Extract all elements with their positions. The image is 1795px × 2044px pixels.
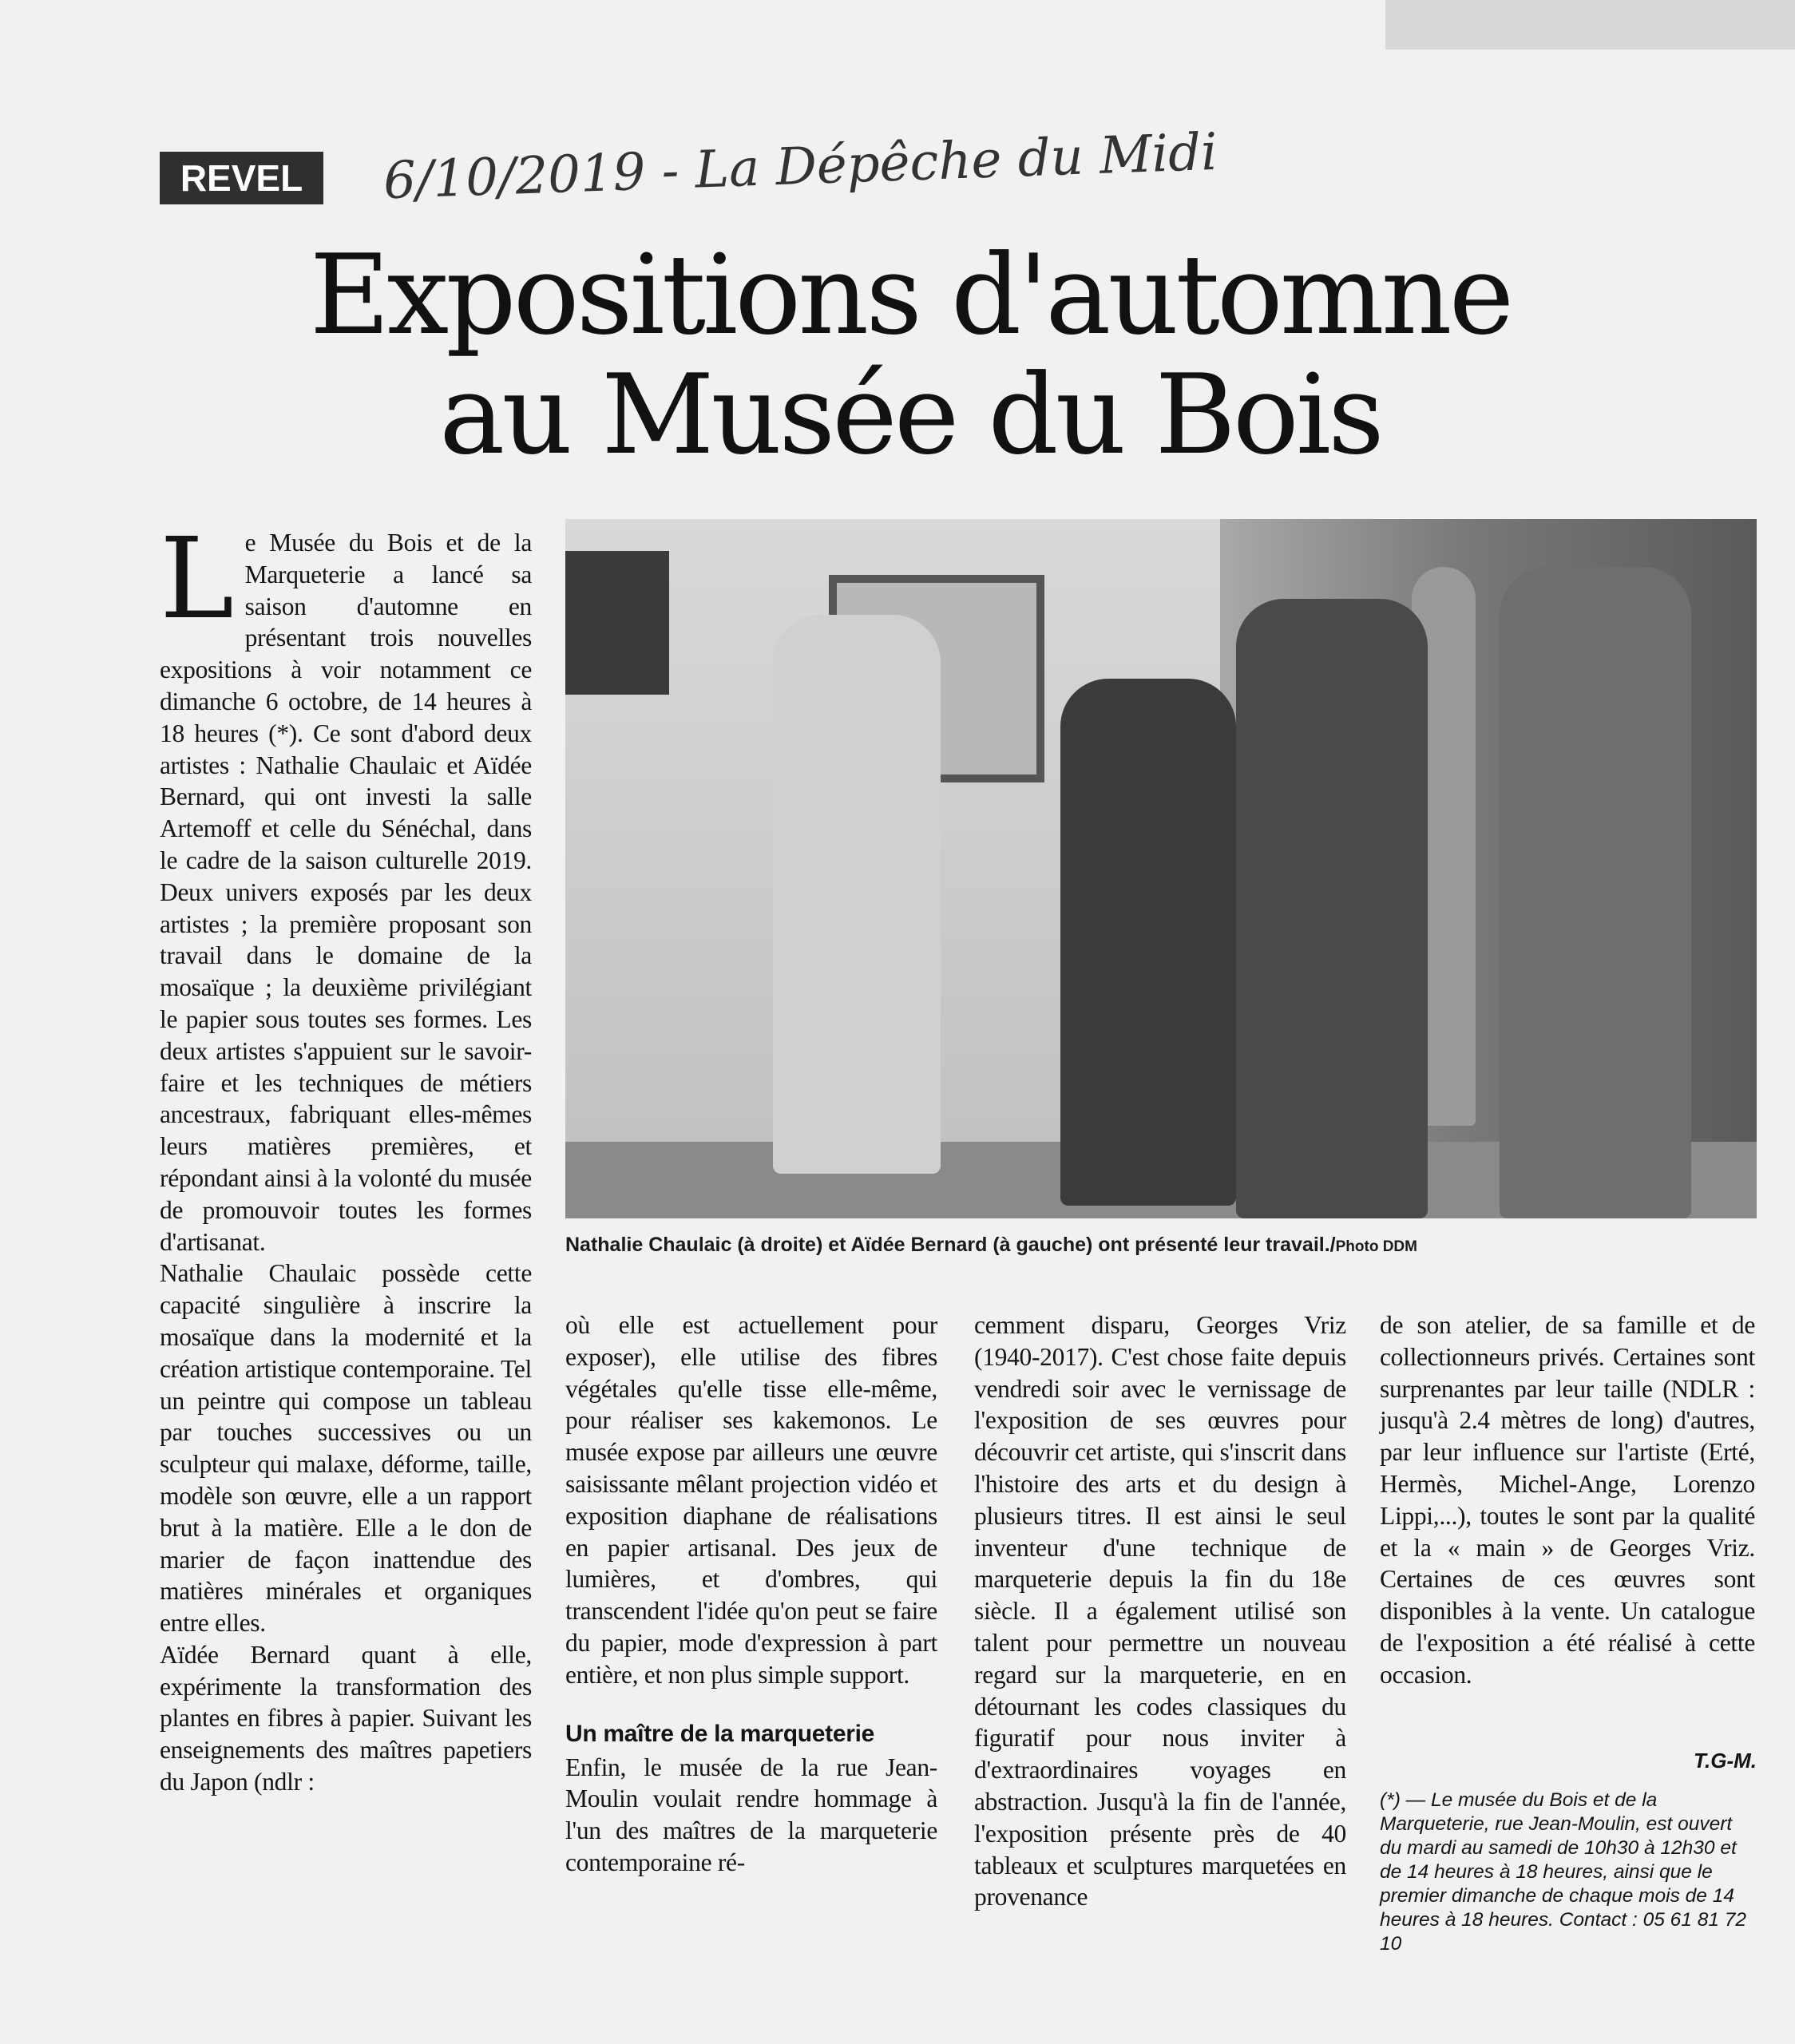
photo-person-man-glasses xyxy=(1236,599,1428,1218)
section-rubric: REVEL xyxy=(160,152,323,204)
col2-paragraph-2: Enfin, le musée de la rue Jean-Moulin voulait rendre hommage à l'un des maîtres de la marqueterie contemporaine ré- xyxy=(565,1753,937,1876)
col1-paragraph-1: e Musée du Bois et de la Marqueterie a lancé sa saison d'automne en présentant trois nouvelles expositions à voir notamment ce dimanche 6 octobre, de 14 heures à 18 heures (*). Ce sont d'abord deux artistes : Nathalie Chaulaic et Aïdée Bernard, qui ont investi la salle Artemoff et celle du Sénéchal, dans le cadre de la saison culturelle 2019. Deux univers exposés par les deux artistes ; la première proposant son travail dans le domaine de la mosaïque ; la deuxième privilégiant le papier sous toutes ses formes. Les deux artistes s'appuient sur le savoir-faire et les techniques de métiers ancestraux, fabriquant elles-mêmes leurs matières premières, et répondant ainsi à la volonté du musée de promouvoir toutes les formes d'artisanat. xyxy=(160,529,532,1256)
col1-paragraph-3: Aïdée Bernard quant à elle, expérimente la transformation des plantes en fibres à papier. Suivant les enseignements des maîtres papetiers du Japon (ndlr : xyxy=(160,1640,532,1796)
headline xyxy=(160,231,1661,479)
article-column-1 xyxy=(160,514,532,1798)
headline-line-1: Expositions d'automne xyxy=(309,231,1512,359)
drop-cap: L xyxy=(160,514,234,644)
headline-line-2: au Musée du Bois xyxy=(439,351,1381,479)
col2-paragraph-1: où elle est actuellement pour exposer), elle utilise des fibres végétales qu'elle tisse elle-même, pour réaliser ses kakemonos. Le musée expose par ailleurs une œuvre saisissante mêlant projection vidéo et exposition diaphane de réalisations en papier artisanal. Des jeux de lumières, et d'ombres, qui transcendent l'idée qu'on peut se faire du papier, mode d'expression à part entière, et non plus simple support. xyxy=(565,1311,937,1689)
photo-caption-text: Nathalie Chaulaic (à droite) et Aïdée Bernard (à gauche) ont présenté leur travail./ xyxy=(565,1234,1336,1256)
col3-paragraph-1: cemment disparu, Georges Vriz (1940-2017). C'est chose faite depuis vendredi soir avec le vernissage de l'exposition de ses œuvres pour découvrir cet artiste, qui s'inscrit dans l'histoire des arts et du design à plusieurs titres. Il est ainsi le seul inventeur d'une technique de marqueterie depuis la fin du 18e siècle. Il a également utilisé son talent pour permettre un nouveau regard sur la marqueterie, en en détournant les codes classiques du figuratif pour nous inviter à d'extraordinaires voyages en abstraction. Jusqu'à la fin de l'année, l'exposition présente près de 40 tableaux et sculptures marquetées en provenance xyxy=(974,1311,1346,1911)
handwritten-date-note: 6/10/2019 - La Dépêche du Midi xyxy=(382,122,1218,212)
author-signature: T.G-M. xyxy=(1694,1749,1757,1773)
article-photo xyxy=(565,519,1757,1218)
article-column-2 xyxy=(565,1309,937,1879)
photo-person-elderly-man xyxy=(1060,679,1236,1206)
practical-info-note: (*) — Le musée du Bois et de la Marqueterie, rue Jean-Moulin, est ouvert du mardi au samedi de 10h30 à 12h30 et de 14 heures à 18 heures, ainsi que le premier dimanche de chaque mois de 14 heures à 18 heures. Contact : 05 61 81 72 10 xyxy=(1380,1789,1747,1955)
photo-credit: Photo DDM xyxy=(1335,1238,1417,1255)
photo-caption xyxy=(565,1234,1763,1257)
article-column-4 xyxy=(1380,1309,1755,1691)
article-column-3 xyxy=(974,1309,1346,1913)
photo-person-speaker xyxy=(773,615,941,1174)
photo-artwork-left xyxy=(565,551,669,695)
scan-edge-bar xyxy=(1385,0,1795,50)
col1-paragraph-2: Nathalie Chaulaic possède cette capacité singulière à inscrire la mosaïque dans la modernité et la création artistique contemporaine. Tel un peintre qui compose un tableau par touches successives ou un sculpteur qui malaxe, déforme, taille, modèle son œuvre, elle a un rapport brut à la matière. Elle a le don de marier de façon inattendue des matières minérales et organiques entre elles. xyxy=(160,1259,532,1638)
section-subheading: Un maître de la marqueterie xyxy=(565,1720,875,1747)
col4-paragraph-1: de son atelier, de sa famille et de collectionneurs privés. Certaines sont surprenantes par leur taille (NDLR : jusqu'à 2.4 mètres de long) d'autres, par leur influence sur l'artiste (Erté, Hermès, Michel-Ange, Lorenzo Lippi,...), toutes le sont par la qualité et la « main » de Georges Vriz. Certaines de ces œuvres sont disponibles à la vente. Un catalogue de l'exposition a été réalisé à cette occasion. xyxy=(1380,1311,1755,1689)
photo-person-woman-right xyxy=(1500,567,1691,1218)
